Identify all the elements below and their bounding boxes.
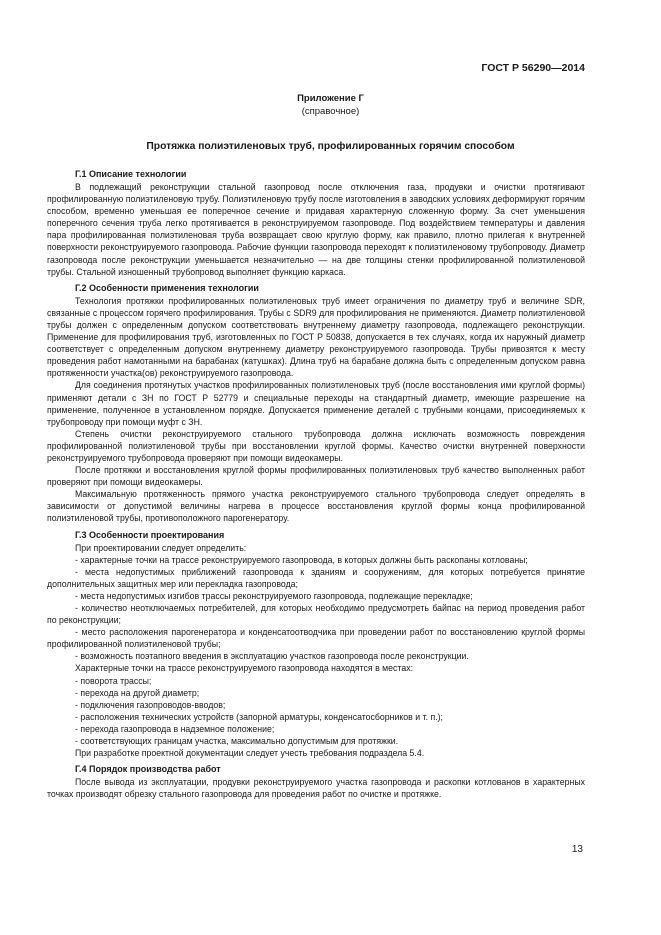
paragraph: При разработке проектной документации следует учесть требования подраздела 5.4. (75, 748, 425, 759)
document-title: Протяжка полиэтиленовых труб, профилированных горячим способом (146, 141, 515, 152)
list-item: - подключения газопроводов-вводов; (75, 699, 226, 710)
standard-number: ГОСТ Р 56290—2014 (481, 62, 585, 74)
list-item: - места недопустимых приближений газопровода к зданиям и сооружениям, для которых потребуется принятие дополнительных защитных мер или перекладка газопровода; (47, 566, 585, 589)
section-heading-g4: Г.4 Порядок производства работ (75, 764, 221, 775)
paragraph: Максимальную протяженность прямого участка реконструируемого стального трубопровода следует определять в зависимости от допустимой величины нагрева в процессе восстановления круглой формы конца профилированной полиэтиленовой трубы, противоположного парогенератору. (47, 489, 585, 524)
list-item: - расположения технических устройств (запорной арматуры, конденсатосборников и т. п.); (75, 711, 443, 722)
paragraph: При проектировании следует определить: (75, 542, 247, 553)
list-item: - соответствующих границам участка, максимально допустимым для протяжки. (75, 736, 399, 747)
paragraph: Характерные точки на трассе реконструируемого газопровода находятся в местах: (75, 663, 413, 674)
document-body (47, 167, 585, 800)
list-item: - поворота трассы; (75, 675, 152, 686)
paragraph: В подлежащий реконструкции стальной газопровод после отключения газа, продувки и очистки протягивают профилированную полиэтиленовую трубу. Полиэтиленовую трубу после изготовления в заводских условиях деформируют горячим способом, временно уменьшая ее поперечное сечение и придавая характерную сложенную форму. За счет уменьшения поперечного сечения труба легко протягивается в реконструируемом газопроводе. Под воздействием температуры и давления пара профилированная полиэтиленовая труба возвращает свою круглую форму, как правило, плотно прилегая к внутренней поверхности реконструируемого газопровода. Рабочие функции газопровода переходят к полиэтиленовому трубопроводу. Диаметр газопровода после реконструкции уменьшается незначительно — на две толщины стенки профилированной полиэтиленовой трубы. Стальной изношенный трубопровод выполняет функцию каркаса. (47, 182, 585, 277)
list-item: - места недопустимых изгибов трассы реконструируемого газопровода, подлежащие перекладке; (75, 590, 473, 601)
page-number: 13 (571, 844, 583, 855)
appendix-note: (справочное) (301, 106, 360, 117)
paragraph: После вывода из эксплуатации, продувки реконструируемого участка газопровода и раскопки котлованов в характерных точках производят обрезку стального газопровода для проведения работ по очистке и протяжке. (47, 777, 585, 800)
section-heading-g3: Г.3 Особенности проектирования (75, 529, 225, 540)
section-g3-body (47, 542, 585, 760)
section-g1-body (47, 181, 585, 278)
appendix-title: Приложение Г (297, 93, 364, 104)
paragraph: Степень очистки реконструируемого стального трубопровода должна исключать возможность повреждения профилированной полиэтиленовой трубы при восстановлении круглой формы. Качество очистки внутренней поверхности реконструируемого трубопровода проверяют при помощи видеокамеры. (47, 428, 585, 463)
list-item: - количество неотключаемых потребителей, для которых необходимо предусмотреть байпас на период проведения работ по реконструкции; (47, 603, 585, 626)
section-g4-body (47, 776, 585, 800)
paragraph: Для соединения протянутых участков профилированных полиэтиленовых труб (после восстановления ими круглой формы) применяют детали с ЗН по ГОСТ Р 52779 и специальные переходы на стандартный диаметр, имеющие разрешение на применение, полученное в установленном порядке. Допускается применение деталей с трубными концами, присоединяемых к трубопроводу при помощи муфт с ЗН. (47, 380, 585, 427)
section-heading-g1: Г.1 Описание технологии (75, 169, 187, 179)
list-item: - возможность поэтапного введения в эксплуатацию участков газопровода после реконструкции. (75, 651, 469, 662)
list-item: - характерные точки на трассе реконструируемого газопровода, в которых должны быть раскопаны котлованы; (75, 554, 528, 565)
list-item: - место расположения парогенератора и конденсатоотводчика при проведении работ по восстановлению круглой формы профилированной полиэтиленовой трубы; (47, 627, 585, 650)
paragraph: После протяжки и восстановления круглой формы профилированных полиэтиленовых труб качество выполненных работ проверяют при помощи видеокамеры. (47, 465, 585, 488)
section-heading-g2: Г.2 Особенности применения технологии (75, 282, 259, 293)
section-g2-body (47, 295, 585, 525)
list-item: - перехода газопровода в надземное положение; (75, 723, 275, 734)
list-item: - перехода на другой диаметр; (75, 687, 200, 698)
paragraph: Технология протяжки профилированных полиэтиленовых труб имеет ограничения по диаметру труб и величине SDR, связанные с процессом горячего профилирования. Трубы с SDR9 для профилирования не применяются. Диаметр полиэтиленовой трубы должен с определенным допуском соответствовать внутреннему диаметру газопровода, подлежащего реконструкции. Применение для профилирования труб, изготовленных по ГОСТ Р 50838, допускается в тех случаях, когда их наружный диаметр соответствует с определенным допуском внутреннему диаметру реконструируемого газопровода. Трубы привозятся к месту проведения работ намотанными на барабанах (катушках). Длина труб на барабане должна быть с определенным допуском равна протяженности участка(ов) реконструируемого газопровода. (47, 295, 585, 379)
